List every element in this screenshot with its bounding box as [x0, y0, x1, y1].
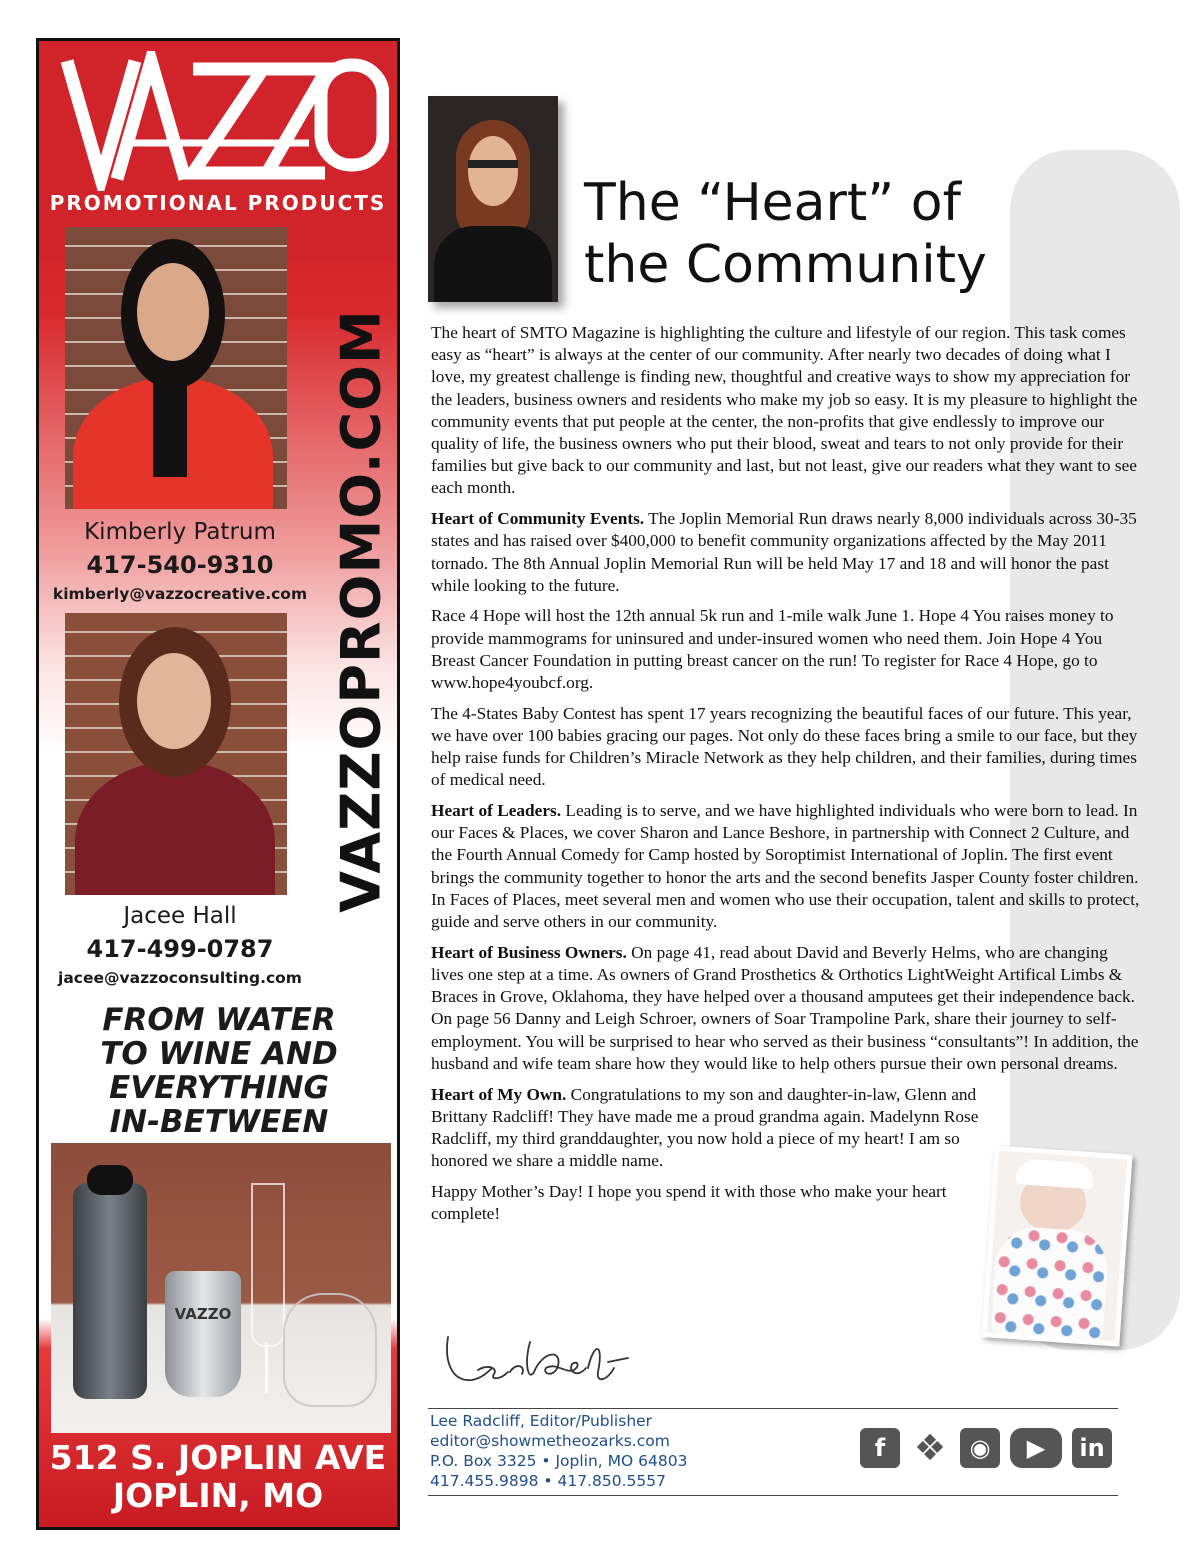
- article-paragraph: [431, 1181, 991, 1225]
- editor-footer: [430, 1411, 687, 1491]
- editor-signature: [438, 1322, 638, 1402]
- contact-phone: 417-540-9310: [86, 551, 274, 579]
- paragraph-lead: Heart of Community Events.: [431, 509, 645, 529]
- photo-subject-face: [137, 653, 211, 749]
- photo-subject-shirt: [153, 377, 187, 477]
- editor-portrait: [428, 96, 558, 302]
- title-line: The “Heart” of: [584, 173, 961, 233]
- paragraph-lead: Heart of Business Owners.: [431, 942, 627, 962]
- jacee-contact: [39, 903, 321, 987]
- jacee-photo: [65, 613, 287, 895]
- article-paragraph: [431, 322, 1141, 500]
- paragraph-text: The heart of SMTO Magazine is highlighting the culture and lifestyle of our region. This task comes easy as “heart” is always at the center of our community. After nearly two decades of doing what I love, my greatest challenge is finding new, thoughtful and creative ways to show my appreciation for the leaders, business owners and residents who make my job so easy. It is my pleasure to highlight the community events that put people at the center, the non-profits that give endlessly to improve our quality of life, the business owners who put their blood, sweat and tears to not only provide for their families but give back to our community and last, but not least, give our readers what they want to see each month.: [431, 323, 1138, 498]
- baby-headband: [1015, 1158, 1095, 1189]
- article-body: [431, 322, 1141, 1234]
- paragraph-text: On page 41, read about David and Beverly Helms, who are changing lives one step at a time. As owners of Grand Prosthetics & Orthotics LightWeight Artifical Limbs & Braces in Grove, Oklahoma, they have helped over a thousand amputees get their independence back. On page 56 Danny and Leigh Schroer, owners of Soar Trampoline Park, share their journey to self-employment. You will be surprised to hear who served as their business “consultants”! In addition, the husband and wife team share how they would like to help others pursue their own personal dreams.: [431, 942, 1139, 1073]
- website-url-text: VAZZOPROMO.COM: [329, 309, 393, 913]
- article-paragraph: [431, 703, 1141, 792]
- contact-phone: 417-499-0787: [86, 935, 274, 963]
- address-line: JOPLIN, MO: [112, 1476, 324, 1515]
- tumbler-logo: VAZZO: [174, 1305, 232, 1323]
- youtube-icon[interactable]: ▶: [1010, 1428, 1062, 1468]
- address-line: 512 S. JOPLIN AVE: [49, 1438, 387, 1477]
- paragraph-text: Leading is to serve, and we have highlighted individuals who were born to lead. In our Faces & Places, we cover Sharon and Lance Beshore, in partnership with Connect 2 Culture, and the Fourth Annual Comedy for Camp hosted by Soroptimist International of Joplin. The first event brings the community together to honor the arts and the second benefits Jasper County foster children. In Faces of Places, meet several men and women who use their occupation, talent and skills to protect, guide and serve others in our community.: [431, 801, 1140, 932]
- article-paragraph: [431, 800, 1141, 933]
- instagram-icon[interactable]: ◉: [960, 1428, 1000, 1468]
- photo-subject-body: [75, 761, 275, 895]
- paragraph-text: Race 4 Hope will host the 12th annual 5k run and 1-mile walk June 1. Hope 4 You raises money to provide mammograms for uninsured and under-insured women who need them. Join Hope 4 You Breast Cancer Foundation in putting breast cancer on the run! To register for Race 4 Hope, go to www.hope4youbcf.org.: [431, 606, 1114, 693]
- article-paragraph: [431, 942, 1141, 1075]
- slogan-line: EVERYTHING: [109, 1070, 329, 1106]
- ad-tagline: PROMOTIONAL PRODUCTS: [49, 191, 387, 215]
- portrait-glasses: [468, 160, 518, 168]
- footer-email-link[interactable]: editor@showmetheozarks.com: [430, 1432, 670, 1450]
- social-icons: [860, 1428, 1112, 1472]
- paragraph-lead: Heart of Leaders.: [431, 801, 562, 821]
- footer-line: P.O. Box 3325 • Joplin, MO 64803: [430, 1452, 688, 1470]
- footer-divider-top: [428, 1408, 1118, 1409]
- vazzo-advertisement: [36, 38, 400, 1530]
- vertical-website-url: [331, 261, 391, 961]
- kimberly-contact: [39, 519, 321, 603]
- contact-name: Jacee Hall: [123, 903, 237, 929]
- paragraph-text: Happy Mother’s Day! I hope you spend it with those who make your heart complete!: [431, 1181, 947, 1224]
- paragraph-lead: Heart of My Own.: [431, 1084, 567, 1104]
- kimberly-photo: [65, 227, 287, 509]
- ad-slogan: [79, 1003, 359, 1139]
- baby-blanket: [991, 1225, 1110, 1343]
- slogan-line: FROM WATER: [102, 1002, 336, 1038]
- article-title: [584, 172, 987, 296]
- footer-divider-bottom: [428, 1495, 1118, 1496]
- portrait-body: [434, 226, 552, 302]
- title-line: the Community: [584, 235, 987, 295]
- champagne-flute: [251, 1183, 285, 1347]
- paragraph-text: The 4-States Baby Contest has spent 17 years recognizing the beautiful faces of our future. This year, we have over 100 babies gracing our pages. Not only do these faces bring a smile to our face, but they help raise funds for Children’s Miracle Network as they help children, and their families, during times of medical need.: [431, 703, 1138, 790]
- slogan-line: IN-BETWEEN: [109, 1104, 329, 1140]
- paragraph-text: The Joplin Memorial Run draws nearly 8,000 individuals across 30-35 states and has raised over $400,000 to benefit community organizations affected by the May 2011 tornado. The 8th Annual Joplin Memorial Run will be held May 17 and 18 and will honor the past while looking to the future.: [431, 509, 1137, 595]
- steel-tumbler: [165, 1271, 241, 1397]
- water-bottle: [73, 1183, 147, 1399]
- photo-subject-face: [137, 263, 209, 361]
- article-paragraph: [431, 605, 1141, 694]
- footer-line: Lee Radcliff, Editor/Publisher: [430, 1412, 653, 1430]
- twitter-icon[interactable]: ❖: [913, 1427, 947, 1469]
- contact-name: Kimberly Patrum: [84, 519, 276, 545]
- paragraph-text: Congratulations to my son and daughter-in-law, Glenn and Brittany Radcliff! They have made me a proud grandma again. Madelynn Rose Radcliff, my third granddaughter, you now hold a piece of my heart! I am so honored we share a middle name.: [431, 1084, 979, 1171]
- ad-address: [39, 1439, 397, 1515]
- flute-stem: [265, 1343, 268, 1393]
- vazzo-logo: [59, 51, 389, 191]
- portrait-face: [468, 136, 518, 206]
- article-paragraph: [431, 1084, 991, 1173]
- facebook-icon[interactable]: f: [860, 1428, 900, 1468]
- stemless-wine-glass: [283, 1293, 377, 1407]
- linkedin-icon[interactable]: in: [1072, 1428, 1112, 1468]
- footer-line: 417.455.9898 • 417.850.5557: [430, 1472, 666, 1490]
- contact-email: kimberly@vazzocreative.com: [52, 585, 308, 603]
- article-paragraph: [431, 508, 1141, 597]
- product-photo: [51, 1143, 391, 1433]
- newborn-photo: [981, 1145, 1132, 1346]
- bottle-cap: [87, 1165, 133, 1195]
- contact-email: jacee@vazzoconsulting.com: [58, 969, 302, 987]
- slogan-line: TO WINE AND: [100, 1036, 338, 1072]
